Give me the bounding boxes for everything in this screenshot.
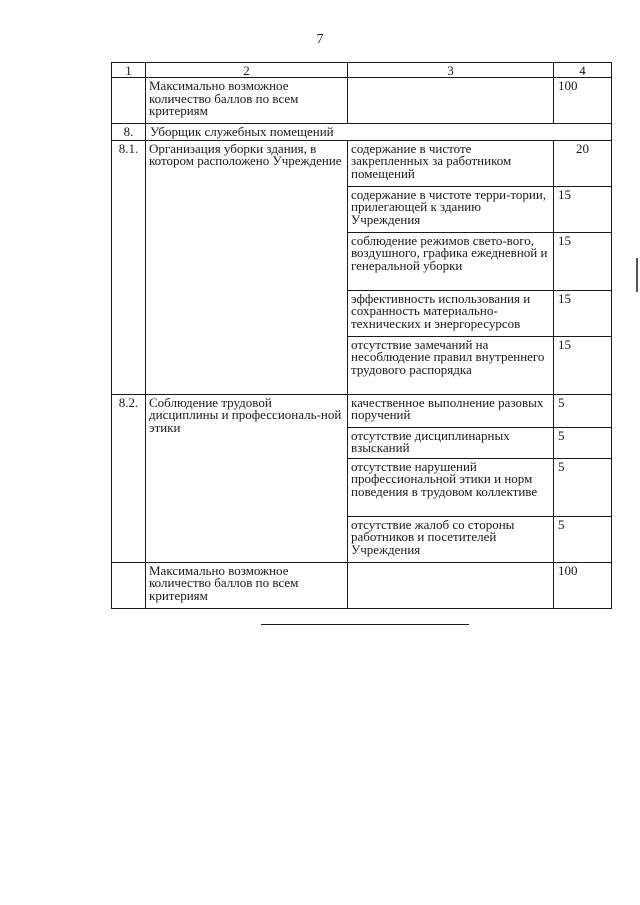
indicator-score: 15 xyxy=(554,232,612,290)
indicator-score: 5 xyxy=(554,458,612,516)
end-divider xyxy=(261,624,469,625)
indicator-text: соблюдение режимов свето-вого, воздушного, графика ежедневной и генеральной уборки xyxy=(348,232,554,290)
criterion-name: Соблюдение трудовой дисциплины и профессиональ-ной этики xyxy=(146,394,348,562)
indicator-score: 15 xyxy=(554,336,612,394)
max-score-label: Максимально возможное количество баллов по всем критериям xyxy=(146,562,348,608)
indicator-text: отсутствие жалоб со стороны работников и посетителей Учреждения xyxy=(348,516,554,562)
indicator-text: отсутствие замечаний на несоблюдение правил внутреннего трудового распорядка xyxy=(348,336,554,394)
indicator-score: 5 xyxy=(554,394,612,427)
header-col-1: 1 xyxy=(112,63,146,78)
criterion-row xyxy=(112,140,612,186)
indicator-text: отсутствие нарушений профессиональной этики и норм поведения в трудовом коллективе xyxy=(348,458,554,516)
indicator-score: 15 xyxy=(554,290,612,336)
empty-cell xyxy=(348,78,554,124)
header-col-3: 3 xyxy=(348,63,554,78)
header-col-2: 2 xyxy=(146,63,348,78)
max-score-label: Максимально возможное количество баллов по всем критериям xyxy=(146,78,348,124)
indicator-score: 20 xyxy=(554,140,612,186)
indicator-score: 5 xyxy=(554,516,612,562)
criterion-number: 8.1. xyxy=(112,140,146,394)
empty-cell xyxy=(112,562,146,608)
scan-edge-mark xyxy=(636,258,638,292)
table-header-row xyxy=(112,63,612,78)
max-score-row-bottom xyxy=(112,562,612,608)
criterion-name: Организация уборки здания, в котором расположено Учреждение xyxy=(146,140,348,394)
indicator-text: содержание в чистоте терри-тории, прилегающей к зданию Учреждения xyxy=(348,186,554,232)
indicator-text: качественное выполнение разовых поручений xyxy=(348,394,554,427)
header-col-4: 4 xyxy=(554,63,612,78)
criteria-table xyxy=(111,62,612,609)
indicator-text: содержание в чистоте закрепленных за работником помещений xyxy=(348,140,554,186)
section-number: 8. xyxy=(112,124,146,141)
indicator-text: эффективность использования и сохранность материально-технических и энергоресурсов xyxy=(348,290,554,336)
indicator-text: отсутствие дисциплинарных взысканий xyxy=(348,427,554,458)
indicator-score: 5 xyxy=(554,427,612,458)
empty-cell xyxy=(348,562,554,608)
max-score-value: 100 xyxy=(554,562,612,608)
indicator-score: 15 xyxy=(554,186,612,232)
max-score-row-top xyxy=(112,78,612,124)
section-title: Уборщик служебных помещений xyxy=(146,124,612,141)
criterion-number: 8.2. xyxy=(112,394,146,562)
criterion-row xyxy=(112,394,612,427)
max-score-value: 100 xyxy=(554,78,612,124)
page-number: 7 xyxy=(316,32,324,47)
empty-cell xyxy=(112,78,146,124)
section-row xyxy=(112,124,612,141)
